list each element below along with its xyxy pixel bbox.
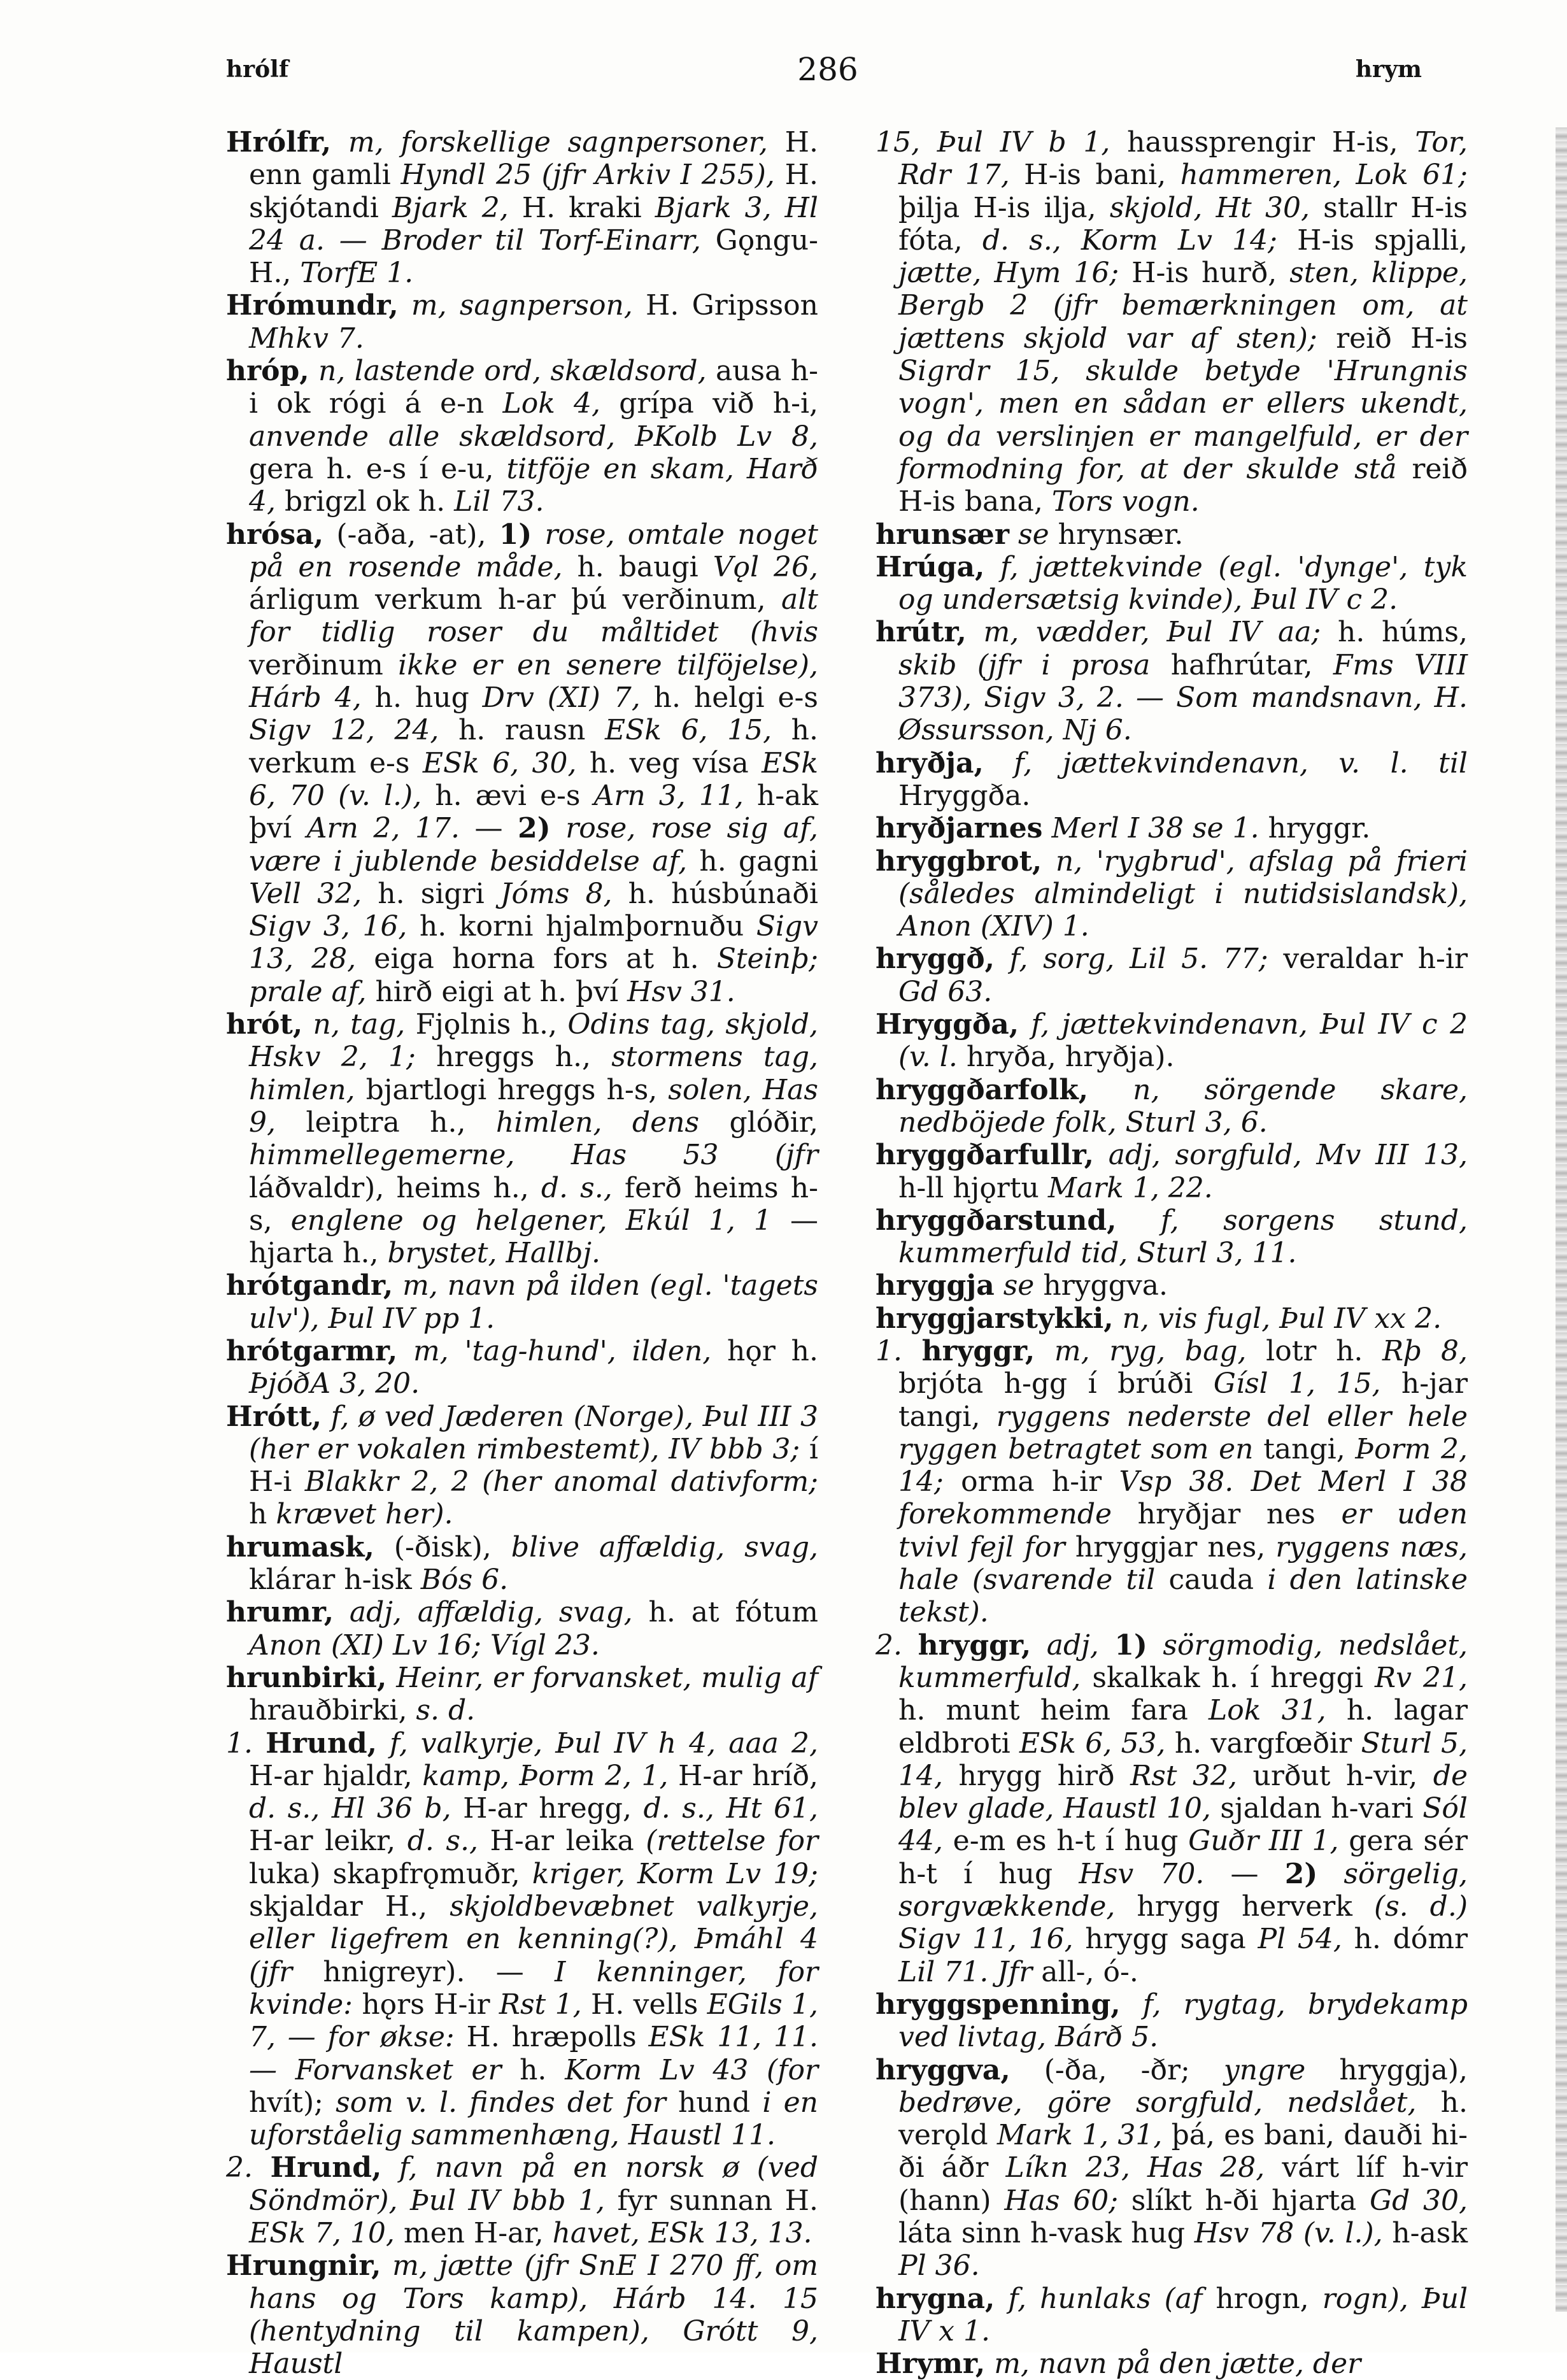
dictionary-entry: Hrúga, f, jættekvinde (egl. 'dynge', tyk og undersætsig kvinde), Þul IV c 2. <box>876 550 1468 616</box>
dictionary-entry: 1. Hrund, f, valkyrje, Þul IV h 4, aaa 2, H-ar hjaldr, kamp, Þorm 2, 1, H-ar hríð, d. s., Hl 36 b, H-ar hregg, d. s., Ht 61, H-ar leikr, d. s., H-ar leika (rettelse for luka) skapfrǫmuðr, kriger, Korm Lv 19; skjaldar H., skjoldbevæbnet valkyrje, eller ligefrem en kenning(?), Þmáhl 4 (jfr hnigreyr). — I kenninger, for kvinde: hǫrs H-ir Rst 1, H. vells EGils 1, 7, — for økse: H. hræpolls ESk 11, 11. — Forvansket er h. Korm Lv 43 (for hvít); som v. l. findes det for hund i en uforståelig sammenhæng, Haustl 11. <box>226 1727 818 2152</box>
dictionary-entry: hryggð, f, sorg, Lil 5. 77; veraldar h-ir Gd 63. <box>876 943 1468 1008</box>
dictionary-entry: Hrótt, f, ø ved Jæderen (Norge), Þul III 3 (her er vokalen rimbestemt), IV bbb 3; í H-i Blakkr 2, 2 (her anomal dativform; h krævet her). <box>226 1400 819 1531</box>
dictionary-entry: Hrungnir, m, jætte (jfr SnE I 270 ff, om hans og Tors kamp), Hárb 14. 15 (hentydning til kampen), Grótt 9, Haustl <box>226 2249 818 2380</box>
dictionary-entry: hryggðarfolk, n, sörgende skare, nedböjede folk, Sturl 3, 6. <box>876 1073 1468 1139</box>
dictionary-entry: hrósa, (-aða, -at), 1) rose, omtale noget på en rosende måde, h. baugi Vǫl 26, árligum verkum h-ar þú verðinum, alt for tidlig roser du måltidet (hvis verðinum ikke er en senere tilföjelse), Hárb 4, h. hug Drv (XI) 7, h. helgi e-s Sigv 12, 24, h. rausn ESk 6, 15, h. verkum e-s ESk 6, 30, h. veg vísa ESk 6, 70 (v. l.), h. ævi e-s Arn 3, 11, h-ak því Arn 2, 17. — 2) rose, rose sig af, være i jublende besiddelse af, h. gagni Vell 32, h. sigri Jóms 8, h. húsbúnaði Sigv 3, 16, h. korni hjalmþornuðu Sigv 13, 28, eiga horna fors at h. Steinþ; prale af, hirð eigi at h. því Hsv 31. <box>226 518 818 1008</box>
page-number: 286 <box>797 51 858 88</box>
dictionary-entry: hryggspenning, f, rygtag, brydekamp ved livtag, Bárð 5. <box>876 1988 1468 2054</box>
dictionary-entry: 15, Þul IV b 1, haussprengir H-is, Tor, Rdr 17, H-is bani, hammeren, Lok 61; þilja H-is ilja, skjold, Ht 30, stallr H-is fóta, d. s., Korm Lv 14; H-is spjalli, jætte, Hym 16; H-is hurð, sten, klippe, Bergb 2 (jfr bemærkningen om, at jættens skjold var af sten); reið H-is Sigrdr 15, skulde betyde 'Hrungnis vogn', men en sådan er ellers ukendt, og da verslinjen er mangelfuld, er der formodning for, at der skulde stå reið H-is bana, Tors vogn. <box>876 126 1468 518</box>
page-edge-shadow <box>1556 127 1567 2312</box>
dictionary-entry: hróp, n, lastende ord, skældsord, ausa h-i ok rógi á e-n Lok 4, grípa við h-i, anvende alle skældsord, ÞKolb Lv 8, gera h. e-s í e-u, titföje en skam, Harð 4, brigzl ok h. Lil 73. <box>226 355 819 518</box>
dictionary-entry: Hryggða, f, jættekvindenavn, Þul IV c 2 (v. l. hryða, hryðja). <box>876 1008 1468 1074</box>
dictionary-entry: Hrómundr, m, sagnperson, H. Gripsson Mhkv 7. <box>226 289 818 355</box>
dictionary-entry: hrygna, f, hunlaks (af hrogn, rogn), Þul IV x 1. <box>876 2282 1468 2348</box>
dictionary-entry: hrútr, m, vædder, Þul IV aa; h. húms, skib (jfr i prosa hafhrútar, Fms VIII 373), Sigv 3, 2. — Som mandsnavn, H. Øssursson, Nj 6. <box>876 616 1468 747</box>
dictionary-entry: 2. Hrund, f, navn på en norsk ø (ved Söndmör), Þul IV bbb 1, fyr sunnan H. ESk 7, 10, men H-ar, havet, ESk 13, 13. <box>226 2151 819 2249</box>
dictionary-entry: hrótgarmr, m, 'tag-hund', ilden, hǫr h. ÞjóðA 3, 20. <box>226 1334 818 1400</box>
right-column <box>876 126 1468 2380</box>
dictionary-entry: hryggja se hryggva. <box>876 1269 1168 1302</box>
dictionary-entry: hryggðarstund, f, sorgens stund, kummerfuld tid, Sturl 3, 11. <box>876 1204 1468 1270</box>
dictionary-entry: 1. hryggr, m, ryg, bag, lotr h. Rþ 8, brjóta h-gg í brúði Gísl 1, 15, h-jar tangi, ryggens nederste del eller hele ryggen betragtet som en tangi, Þorm 2, 14; orma h-ir Vsp 38. Det Merl I 38 forekommende hryðjar nes er uden tvivl fejl for hryggjar nes, ryggens næs, hale (svarende til cauda i den latinske tekst). <box>876 1334 1468 1629</box>
dictionary-entry: hryðja, f, jættekvindenavn, v. l. til Hryggða. <box>876 746 1468 812</box>
dictionary-entry: hryðjarnes Merl I 38 se 1. hryggr. <box>876 812 1371 845</box>
running-head-right: hrym <box>1355 56 1422 83</box>
dictionary-entry: hryggjarstykki, n, vis fugl, Þul IV xx 2. <box>876 1302 1442 1335</box>
dictionary-entry: 2. hryggr, adj, 1) sörgmodig, nedslået, kummerfuld, skalkak h. í hreggi Rv 21, h. munt heim fara Lok 31, h. lagar eldbroti ESk 6, 53, h. vargfœðir Sturl 5, 14, hrygg hirð Rst 32, urðut h-vir, de blev glade, Haustl 10, sjaldan h-vari Sól 44, e-m es h-t í hug Guðr III 1, gera sér h-t í hug Hsv 70. — 2) sörgelig, sorgvækkende, hrygg herverk (s. d.) Sigv 11, 16, hrygg saga Pl 54, h. dómr Lil 71. Jfr all-, ó-. <box>876 1628 1468 1988</box>
dictionary-entry: hryggva, (-ða, -ðr; yngre hryggja), bedrøve, göre sorgfuld, nedslået, h. verǫld Mark 1, 31, þá, es bani, dauði hi-ði áðr Líkn 23, Has 28, várt líf h-vir (hann) Has 60; slíkt h-ði hjarta Gd 30, láta sinn h-vask hug Hsv 78 (v. l.), h-ask Pl 36. <box>876 2053 1468 2283</box>
dictionary-entry: hrót, n, tag, Fjǫlnis h., Odins tag, skjold, Hskv 2, 1; hreggs h., stormens tag, himlen, bjartlogi hreggs h-s, solen, Has 9, leiptra h., himlen, dens glóðir, himmellegemerne, Has 53 (jfr láðvaldr), heims h., d. s., ferð heims h-s, englene og helgener, Ekúl 1, 1 — hjarta h., brystet, Hallbj. <box>226 1008 818 1270</box>
dictionary-entry: Hrymr, m, navn på den jætte, der <box>876 2348 1361 2380</box>
dictionary-entry: hrótgandr, m, navn på ilden (egl. 'tagets ulv'), Þul IV pp 1. <box>226 1269 818 1335</box>
dictionary-entry: hrumask, (-ðisk), blive affældig, svag, klárar h-isk Bós 6. <box>226 1530 819 1597</box>
dictionary-entry: hrunbirki, Heinr, er forvansket, mulig af hrauðbirki, s. d. <box>226 1661 818 1727</box>
dictionary-entry: hryggðarfullr, adj, sorgfuld, Mv III 13, h-ll hjǫrtu Mark 1, 22. <box>876 1139 1468 1204</box>
dictionary-entry: Hrólfr, m, forskellige sagnpersoner, H. enn gamli Hyndl 25 (jfr Arkiv I 255), H. skjótandi Bjark 2, H. kraki Bjark 3, Hl 24 a. — Broder til Torf-Einarr, Gǫngu-H., TorfE 1. <box>226 126 818 290</box>
dictionary-entry: hrunsær se hrynsær. <box>876 518 1184 551</box>
dictionary-entry: hryggbrot, n, 'rygbrud', afslag på frieri (således almindeligt i nutidsislandsk), Anon (XIV) 1. <box>876 844 1468 943</box>
dictionary-entry: hrumr, adj, affældig, svag, h. at fótum Anon (XI) Lv 16; Vígl 23. <box>226 1596 818 1662</box>
running-head-left: hrólf <box>226 56 289 83</box>
left-column <box>226 126 818 2380</box>
